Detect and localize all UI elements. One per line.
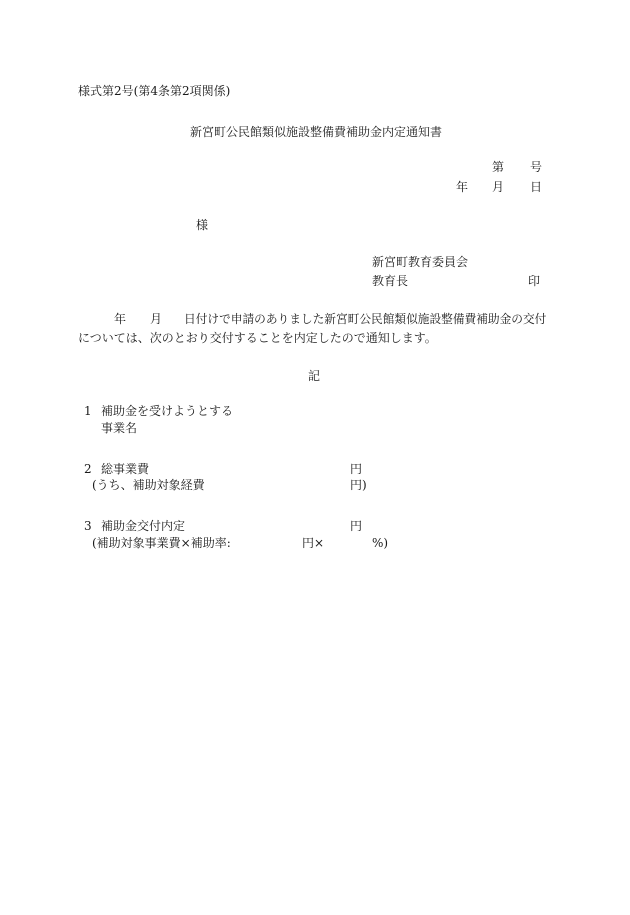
date-year: 年 bbox=[456, 180, 469, 194]
body-month: 月 bbox=[150, 312, 163, 326]
item-1-label: 補助金を受けようとする bbox=[101, 404, 234, 418]
item-3-sub-label: (補助対象事業費×補助率: bbox=[92, 536, 231, 550]
date-day: 日 bbox=[530, 180, 543, 194]
item-2-number: 2 bbox=[84, 462, 92, 476]
body-line2: については、次のとおり交付することを内定したので通知します。 bbox=[78, 331, 437, 345]
doc-number-dai: 第 bbox=[492, 160, 505, 174]
date-month: 月 bbox=[492, 180, 505, 194]
item-1-label2: 事業名 bbox=[101, 421, 138, 435]
issuer-org: 新宮町教育委員会 bbox=[372, 255, 469, 269]
item-3-sub-mid: 円× bbox=[302, 536, 325, 550]
body-line1-rest: 日付けで申請のありました新宮町公民館類似施設整備費補助金の交付 bbox=[184, 312, 547, 326]
item-2-sub-label: (うち、補助対象経費 bbox=[92, 478, 205, 492]
doc-number-go: 号 bbox=[530, 160, 543, 174]
item-3-sub-end: %) bbox=[372, 536, 389, 550]
item-3-number: 3 bbox=[84, 519, 92, 533]
form-id: 様式第2号(第4条第2項関係) bbox=[78, 84, 231, 98]
item-3-unit: 円 bbox=[350, 519, 363, 533]
issuer-title: 教育長 bbox=[372, 274, 409, 288]
item-1-number: 1 bbox=[84, 404, 92, 418]
addressee-sama: 様 bbox=[196, 218, 209, 232]
item-2-unit: 円 bbox=[350, 462, 363, 476]
issuer-seal: 印 bbox=[528, 274, 541, 288]
ki-heading: 記 bbox=[308, 369, 321, 383]
body-year: 年 bbox=[114, 312, 127, 326]
item-2-label: 総事業費 bbox=[101, 462, 150, 476]
item-3-label: 補助金交付内定 bbox=[101, 519, 186, 533]
document-title: 新宮町公民館類似施設整備費補助金内定通知書 bbox=[190, 125, 443, 139]
item-2-sub-unit: 円) bbox=[350, 478, 367, 492]
